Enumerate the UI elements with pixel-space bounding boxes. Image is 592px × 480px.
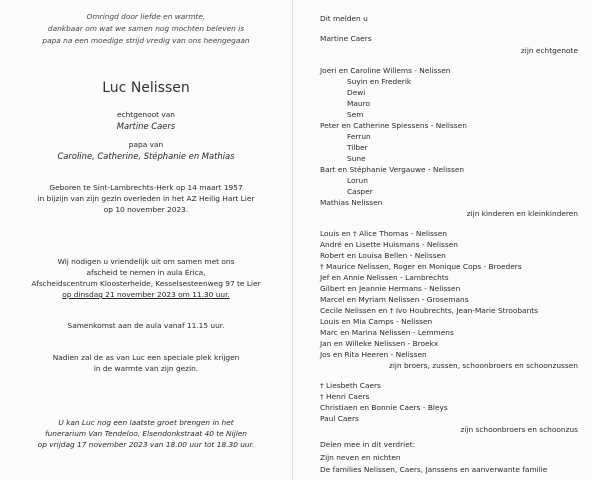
invitation-line-2: afscheid te nemen in aula Erica, <box>86 268 206 277</box>
inlaw-line-2: † Henri Caers <box>320 392 370 401</box>
child-line-4: Mathias Nelissen <box>320 198 383 207</box>
sibling-line-6: Gilbert en Jeannie Hermans - Nelissen <box>320 284 461 293</box>
sibling-line-9: Louis en Mia Camps - Nelissen <box>320 317 433 326</box>
invitation-line-3: Afscheidscentrum Kloosterheide, Kesselsesteenweg 97 te Lier <box>31 279 261 288</box>
spouse-name: Martine Caers <box>116 121 176 131</box>
gathering-text: Samenkomst aan de aula vanaf 11.15 uur. <box>67 321 225 330</box>
siblings-role: zijn broers, zussen, schoonbroers en schoonzussen <box>388 361 578 370</box>
children-role: zijn kinderen en kleinkinderen <box>466 209 578 218</box>
spouse-label: echtgenoot van <box>117 110 175 119</box>
share-line-1: Zijn neven en nichten <box>320 453 401 462</box>
inlaw-line-3: Christiaen en Bonnie Caers - Bleys <box>320 403 448 412</box>
birth-line-3: op 10 november 2023. <box>103 205 189 214</box>
inlaw-line-1: † Liesbeth Caers <box>320 381 381 390</box>
announcement-header: Dit melden u <box>320 14 368 23</box>
intro-line-3: papa na een moedige strijd vredig van ons heengegaan <box>42 36 250 45</box>
birth-line-1: Geboren te Sint-Lambrechts-Herk op 14 maart 1957 <box>49 183 243 192</box>
children-names: Caroline, Catherine, Stéphanie en Mathias <box>57 151 235 161</box>
grandchild-3: Mauro <box>347 99 370 108</box>
fold-line <box>292 0 293 480</box>
sibling-line-11: Jan en Willeke Nelissen - Broekx <box>320 339 439 348</box>
share-header: Delen mee in dit verdriet: <box>320 440 416 449</box>
visit-line-2: funerarium Van Tendeloo, Elsendonkstraat 40 te Nijlen <box>45 429 247 438</box>
grandchild-1: Suyin en Frederik <box>347 77 412 86</box>
grandchild-8: Lorun <box>347 176 368 185</box>
sibling-line-7: Marcel en Myriam Nelissen - Grosemans <box>320 295 469 304</box>
ashes-line-1: Nadien zal de as van Luc een speciale plek krijgen <box>52 353 240 362</box>
grandchild-7: Sune <box>347 154 366 163</box>
ashes-line-2: in de warmte van zijn gezin. <box>93 364 199 373</box>
sibling-line-5: Jef en Annie Nelissen - Lambrechts <box>320 273 449 282</box>
grandchild-4: Sem <box>347 110 364 119</box>
widow-name: Martine Caers <box>320 34 372 43</box>
grandchild-2: Dewi <box>347 88 366 97</box>
visit-line-1: U kan Luc nog een laatste groet brengen in het <box>58 418 234 427</box>
deceased-name: Luc Nelissen <box>102 80 190 96</box>
sibling-line-1: Louis en † Alice Thomas - Nelissen <box>320 229 447 238</box>
sibling-line-4: † Maurice Nelissen, Roger en Monique Cops - Broeders <box>320 262 522 271</box>
child-line-3: Bart en Stéphanie Vergauwe - Nelissen <box>320 165 465 174</box>
widow-role: zijn echtgenote <box>520 46 578 55</box>
birth-line-2: in bijzijn van zijn gezin overleden in het AZ Heilig Hart Lier <box>37 194 255 203</box>
papa-label: papa van <box>128 140 164 149</box>
intro-line-1: Omringd door liefde en warmte, <box>86 12 206 21</box>
share-line-2: De families Nelissen, Caers, Janssens en aanverwante familie <box>320 465 548 474</box>
sibling-line-12: Jos en Rita Heeren - Nelissen <box>320 350 427 359</box>
sibling-line-10: Marc en Marina Nelissen - Lemmens <box>320 328 454 337</box>
sibling-line-3: Robert en Louisa Bellen - Nelissen <box>320 251 446 260</box>
intro-line-2: dankbaar om wat we samen nog mochten beleven is <box>47 24 245 33</box>
visit-line-3: op vrijdag 17 november 2023 van 18.00 uur tot 18.30 uur. <box>37 440 255 449</box>
grandchild-6: Tilber <box>347 143 368 152</box>
sibling-line-2: André en Lisette Huismans - Nelissen <box>320 240 458 249</box>
inlaw-line-4: Paul Caers <box>320 414 359 423</box>
sibling-line-8: Cecile Nelissen en † Ivo Houbrechts, Jean-Marie Stroobants <box>320 306 539 315</box>
inlaws-role: zijn schoonbroers en schoonzus <box>460 425 578 434</box>
child-line-1: Joeri en Caroline Willems - Nelissen <box>320 66 451 75</box>
child-line-2: Peter en Catherine Spiessens - Nelissen <box>320 121 467 130</box>
grandchild-5: Ferrun <box>347 132 371 141</box>
grandchild-9: Casper <box>347 187 373 196</box>
invitation-line-4: op dinsdag 21 november 2023 om 11.30 uur. <box>62 290 230 299</box>
invitation-line-1: Wij nodigen u vriendelijk uit om samen met ons <box>57 257 235 266</box>
